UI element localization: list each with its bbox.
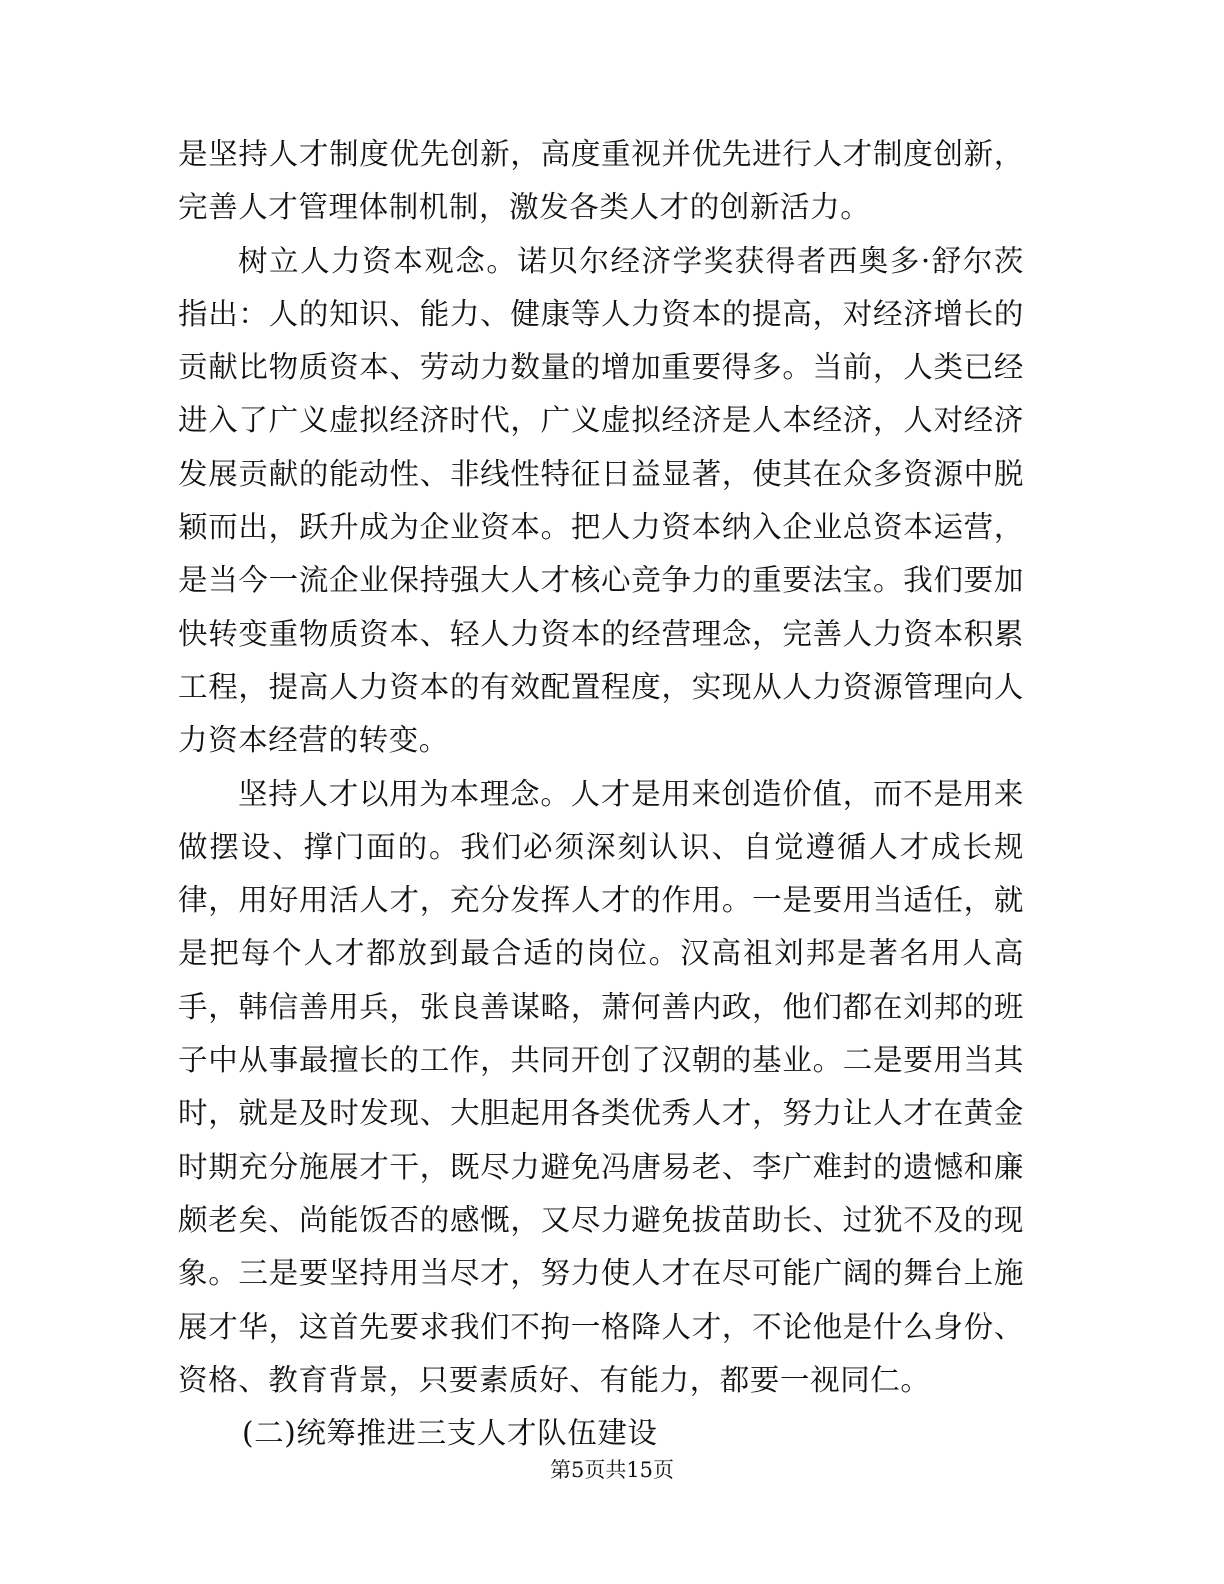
body-text bbox=[178, 128, 1024, 1460]
page-footer: 第5页共15页 bbox=[549, 1458, 675, 1482]
section-heading: (二)统筹推进三支人才队伍建设 bbox=[242, 1416, 658, 1451]
paragraph-talent-use: 坚持人才以用为本理念。人才是用来创造价值，而不是用来做摆设、撑门面的。我们必须深刻认识、自觉遵循人才成长规律，用好用活人才，充分发挥人才的作用。一是要用当适任，就是把每个人才都放到最合适的岗位。汉高祖刘邦是著名用人高手，韩信善用兵，张良善谋略，萧何善内政，他们都在刘邦的班子中从事最擅长的工作，共同开创了汉朝的基业。二是要用当其时，就是及时发现、大胆起用各类优秀人才，努力让人才在黄金时期充分施展才干，既尽力避免冯唐易老、李广难封的遗憾和廉颇老矣、尚能饭否的感慨，又尽力避免拔苗助长、过犹不及的现象。三是要坚持用当尽才，努力使人才在尽可能广阔的舞台上施展才华，这首先要求我们不拘一格降人才，不论他是什么身份、资格、教育背景，只要素质好、有能力，都要一视同仁。 bbox=[178, 776, 1024, 1397]
paragraph-continuation: 是坚持人才制度优先创新，高度重视并优先进行人才制度创新，完善人才管理体制机制，激发各类人才的创新活力。 bbox=[178, 137, 1024, 225]
paragraph-human-capital: 树立人力资本观念。诺贝尔经济学奖获得者西奥多·舒尔茨指出：人的知识、能力、健康等人力资本的提高，对经济增长的贡献比物质资本、劳动力数量的增加重要得多。当前，人类已经进入了广义虚拟经济时代，广义虚拟经济是人本经济，人对经济发展贡献的能动性、非线性特征日益显著，使其在众多资源中脱颖而出，跃升成为企业资本。把人力资本纳入企业总资本运营，是当今一流企业保持强大人才核心竞争力的重要法宝。我们要加快转变重物质资本、轻人力资本的经营理念，完善人力资本积累工程，提高人力资本的有效配置程度，实现从人力资源管理向人力资本经营的转变。 bbox=[178, 243, 1024, 758]
